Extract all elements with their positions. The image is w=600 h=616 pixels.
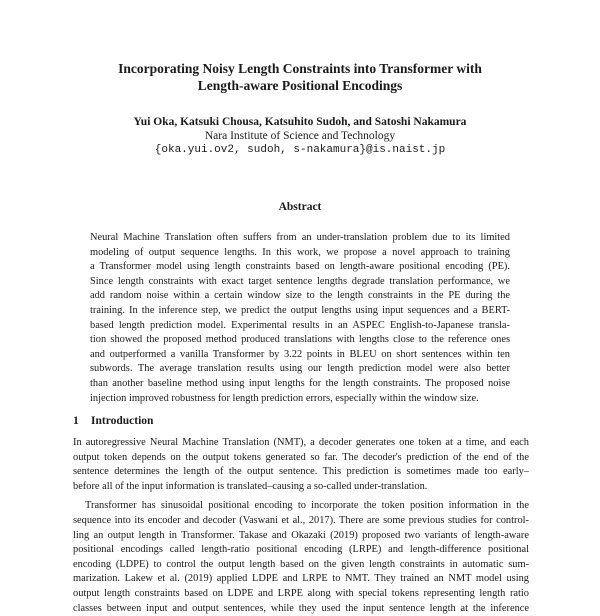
abstract-line: Neural Machine Translation often suffers from an under-translation problem due to its limited <box>90 232 510 243</box>
title-line: Incorporating Noisy Length Constraints into Transformer with <box>118 61 482 76</box>
introduction-body <box>73 436 529 616</box>
abstract-line: add random noise within a certain window size to the length constraints in the PE during the <box>90 290 510 302</box>
section-heading <box>73 414 373 428</box>
section-number: 1 <box>73 415 79 427</box>
abstract-line: a Transformer model using length constraints based on length-aware positional encoding (PE). <box>90 261 510 273</box>
intro-line: output length constraints based on LDPE and LRPE along with special tokens representing length ratio <box>73 587 529 599</box>
abstract-heading: Abstract <box>278 201 322 213</box>
intro-line: marization. Lakew et al. (2019) applied LDPE and LRPE to NMT. They trained an NMT model using <box>73 573 529 585</box>
intro-line: sequence into its encoder and decoder (Vaswani et al., 2017). There are some previous studies for control- <box>73 514 529 526</box>
authors: Yui Oka, Katsuki Chousa, Katsuhito Sudoh, and Satoshi Nakamura <box>133 116 467 128</box>
section-title: Introduction <box>91 415 154 427</box>
abstract-line: training. In the inference step, we predict the output lengths using input sequences and a BERT- <box>90 304 510 316</box>
abstract-line: Since length constraints with exact target sentence lengths degrade translation performance, we <box>90 275 510 287</box>
intro-line: positional encodings called length-ratio positional encoding (LRPE) and length-difference positional <box>73 544 529 556</box>
abstract-line: based length prediction model. Experimental results in an ASPEC English-to-Japanese transla- <box>90 319 510 331</box>
intro-line: classes between input and output sentences, while they used the input sentence length at the inference <box>73 602 529 614</box>
intro-paragraph-2 <box>73 499 529 616</box>
paper-title <box>60 60 540 94</box>
intro-line: output token depends on the output tokens generated so far. The decoder's prediction of the end of the <box>73 451 529 463</box>
intro-line: before all of the input information is translated–causing a so-called under-translation. <box>73 480 428 492</box>
abstract-line: and outperformed a vanilla Transformer by 3.22 points in BLEU on short sentences within ten <box>90 348 510 360</box>
abstract-line: than another baseline method using input lengths for the length constraints. The proposed noise <box>90 377 510 389</box>
intro-line: Transformer has sinusoidal positional encoding to incorporate the token position information in the <box>85 500 529 512</box>
intro-line: ling an output length in Transformer. Takase and Okazaki (2019) proposed two variants of length-aware <box>73 529 529 541</box>
abstract-line: modeling of output sequence lengths. In this work, we propose a novel approach to training <box>90 246 510 258</box>
email-addresses: {oka.yui.ov2, sudoh, s-nakamura}@is.naist.jp <box>154 144 446 156</box>
abstract-line: tion showed the proposed method produced translations with lengths close to the reference ones <box>90 334 510 346</box>
intro-line: sentence determines the length of the output sentence. This prediction is sometimes made too early– <box>73 466 529 478</box>
affiliation: Nara Institute of Science and Technology <box>204 130 396 142</box>
abstract-body <box>90 231 510 406</box>
intro-line: encoding (LDPE) to control the output length based on the given length constraints in automatic sum- <box>73 558 529 570</box>
title-line: Length-aware Positional Encodings <box>197 78 403 93</box>
abstract-line: injection improved robustness for length prediction errors, especially within the window size. <box>90 392 479 404</box>
intro-line: In autoregressive Neural Machine Translation (NMT), a decoder generates one token at a time, and each <box>73 437 529 448</box>
abstract-line: subwords. The average translation results using our length prediction model were also better <box>90 363 510 375</box>
intro-paragraph-1 <box>73 436 529 494</box>
